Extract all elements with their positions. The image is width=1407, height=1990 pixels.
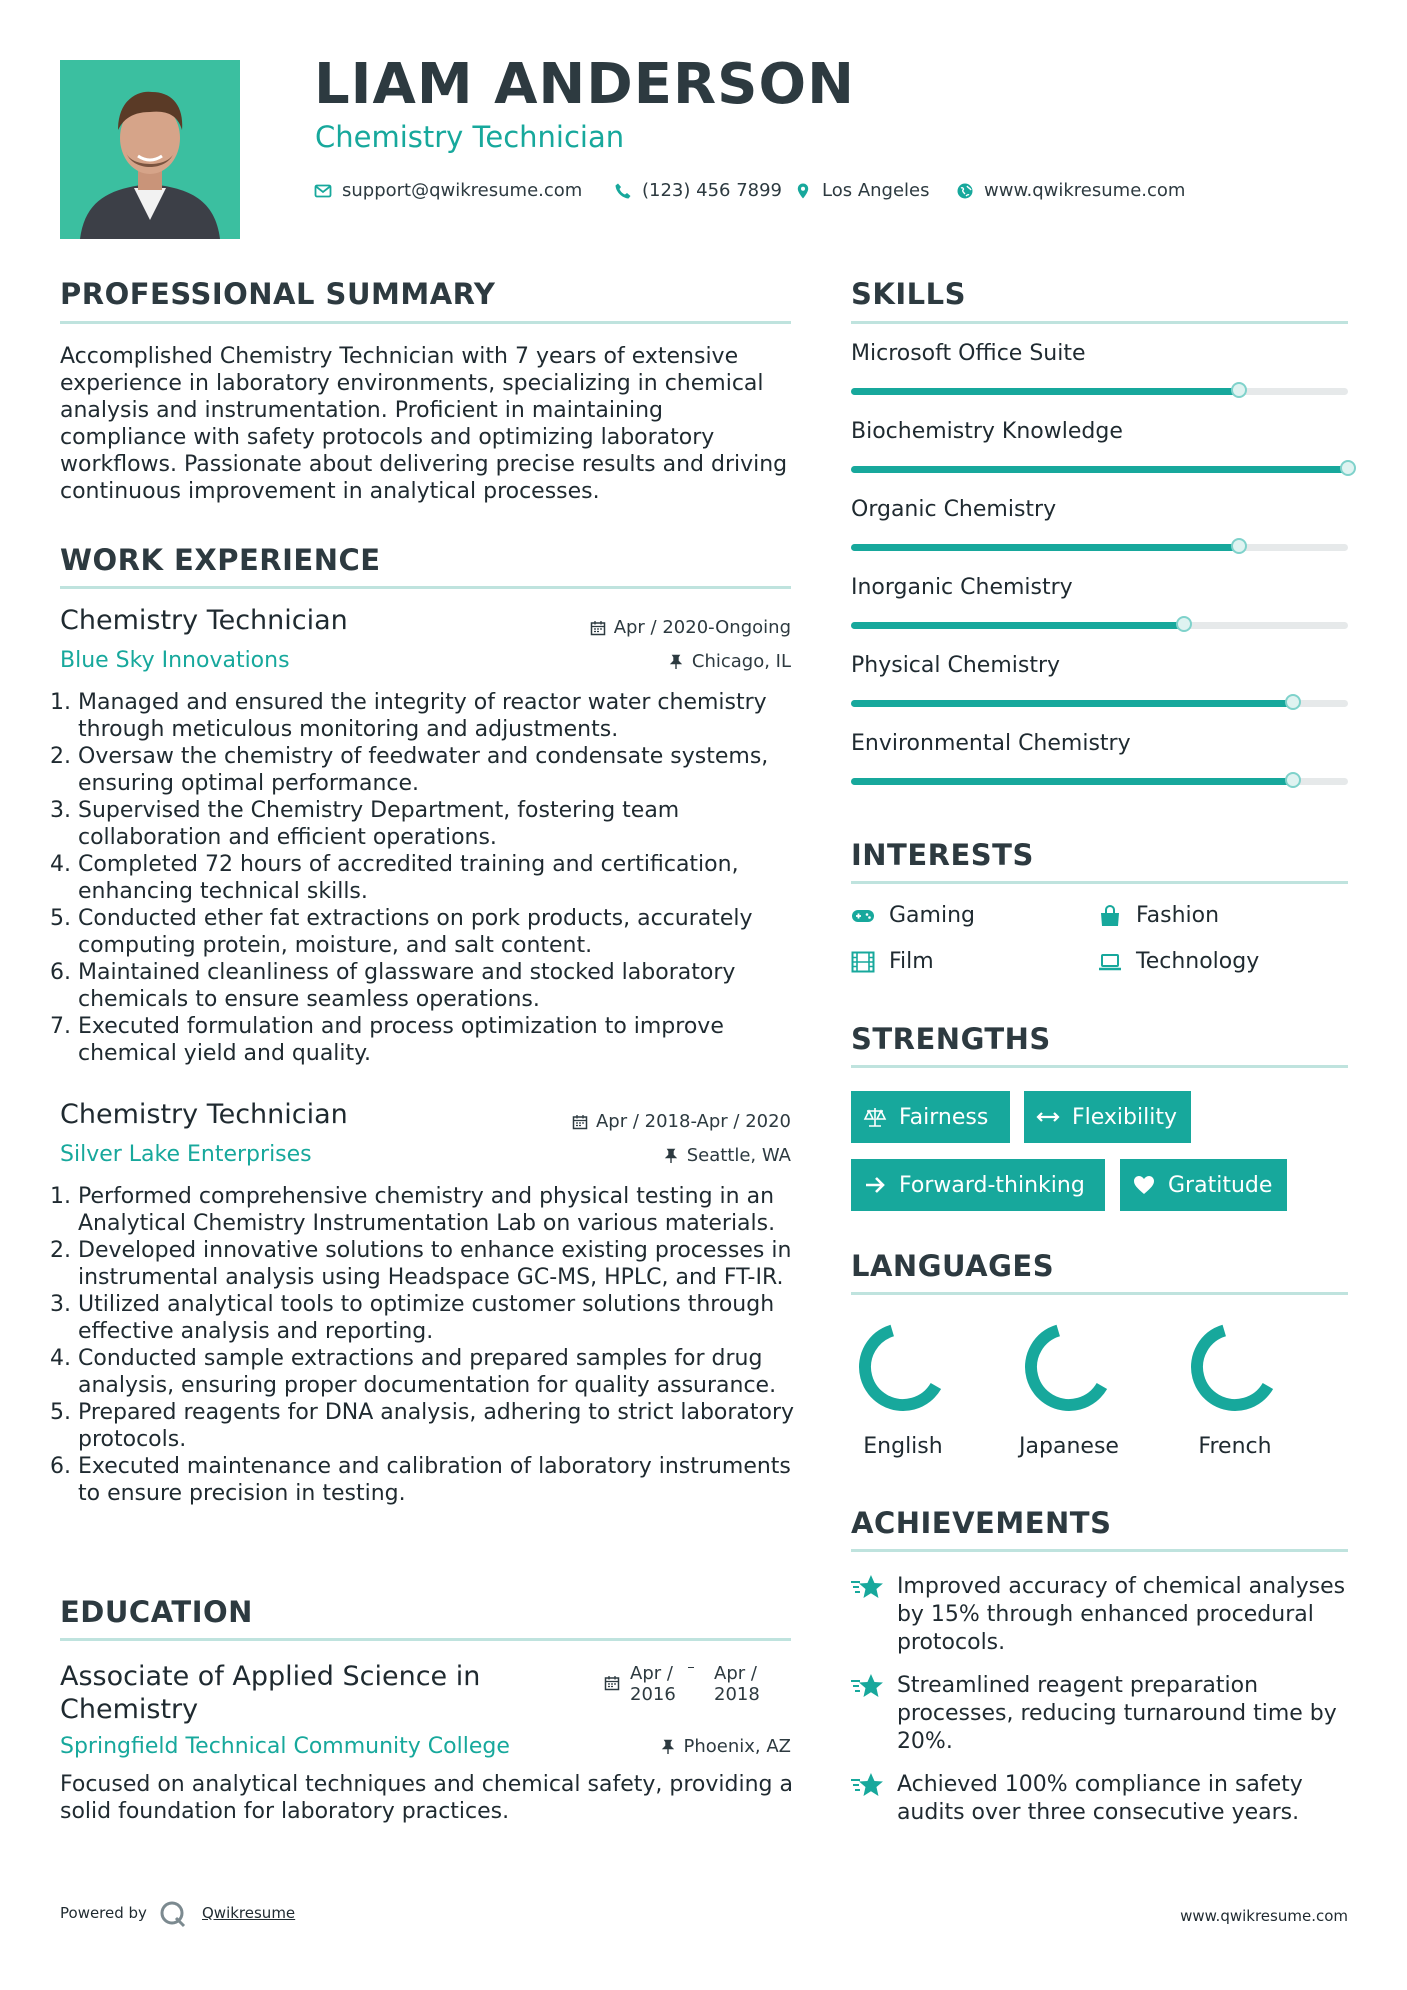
skill-name: Organic Chemistry [851, 497, 1057, 522]
candidate-role: Chemistry Technician [315, 120, 625, 154]
skill-level-knob [1176, 616, 1192, 632]
job-location: Seattle, WA [600, 1145, 791, 1166]
skill-bar [851, 778, 1348, 785]
pushpin-icon [663, 1148, 679, 1164]
profile-photo [60, 60, 240, 239]
gamepad-icon [851, 905, 875, 927]
company-name: Silver Lake Enterprises [60, 1142, 312, 1167]
star-icon [851, 1771, 885, 1799]
skill-level-knob [1231, 382, 1247, 398]
skill-level-knob [1285, 694, 1301, 710]
skill-bar-fill [851, 622, 1184, 629]
location-text: Los Angeles [822, 180, 930, 201]
skill-name: Inorganic Chemistry [851, 575, 1073, 600]
language-name: Japanese [1019, 1434, 1119, 1459]
interests-divider [851, 881, 1348, 884]
calendar-icon [604, 1675, 620, 1691]
phone-icon [614, 182, 632, 200]
skill-name: Environmental Chemistry [851, 731, 1131, 756]
experience-heading: WORK EXPERIENCE [60, 543, 381, 577]
arrows-horizontal-icon [1036, 1105, 1060, 1129]
interest-fashion: Fashion [1098, 903, 1219, 928]
film-icon [851, 951, 875, 973]
job-bullets [58, 1183, 796, 1507]
laptop-icon [1098, 951, 1122, 973]
list-item: 3. Utilized analytical tools to optimize customer solutions through effective analysis and reporting. [78, 1291, 796, 1345]
education-heading: EDUCATION [60, 1595, 253, 1629]
degree-title: Associate of Applied Science in Chemistry [60, 1661, 481, 1725]
list-item: 5. Conducted ether fat extractions on pork products, accurately computing protein, moisture, and salt content. [78, 905, 796, 959]
language-name: French [1198, 1434, 1272, 1459]
education-dates: Apr / 2016 Apr / 2018 [604, 1663, 791, 1707]
achievement-item: Improved accuracy of chemical analyses by 15% through enhanced procedural protocols. [851, 1573, 1351, 1657]
skill-bar-fill [851, 778, 1293, 785]
list-item: 7. Executed formulation and process optimization to improve chemical yield and quality. [78, 1013, 796, 1067]
interest-film: Film [851, 949, 934, 974]
language-level-arc [853, 1317, 953, 1417]
achievements-divider [851, 1549, 1348, 1552]
skill-level-knob [1231, 538, 1247, 554]
job-bullets [58, 689, 796, 1067]
skill-bar-fill [851, 700, 1293, 707]
list-item: 1. Managed and ensured the integrity of reactor water chemistry through meticulous monitoring and adjustments. [78, 689, 796, 743]
heart-icon [1132, 1173, 1156, 1197]
list-item: 6. Executed maintenance and calibration of laboratory instruments to ensure precision in testing. [78, 1453, 796, 1507]
phone-text: (123) 456 7899 [642, 180, 783, 201]
skill-name: Microsoft Office Suite [851, 341, 1086, 366]
skill-bar-fill [851, 388, 1239, 395]
map-marker-icon [794, 182, 812, 200]
skill-level-knob [1340, 460, 1356, 476]
language-level-arc [1185, 1317, 1285, 1417]
company-name: Blue Sky Innovations [60, 648, 290, 673]
job-dates: Apr / 2018-Apr / 2020 [560, 1111, 791, 1132]
balance-scale-icon [863, 1105, 887, 1129]
shopping-bag-icon [1098, 905, 1122, 927]
list-item: 5. Prepared reagents for DNA analysis, adhering to strict laboratory protocols. [78, 1399, 796, 1453]
contact-location [794, 180, 930, 201]
skill-bar [851, 388, 1348, 395]
pushpin-icon [660, 1739, 676, 1755]
skill-bar [851, 544, 1348, 551]
strength-forward-thinking: Forward-thinking [851, 1159, 1105, 1211]
school-name: Springfield Technical Community College [60, 1734, 510, 1759]
list-item: 2. Oversaw the chemistry of feedwater and condensate systems, ensuring optimal performance. [78, 743, 796, 797]
achievement-item: Streamlined reagent preparation processes, reducing turnaround time by 20%. [851, 1672, 1351, 1756]
strength-fairness: Fairness [851, 1091, 1010, 1143]
star-icon [851, 1573, 885, 1601]
skill-bar [851, 466, 1348, 473]
language-level-ring [1019, 1317, 1119, 1417]
powered-by-label: Powered by [60, 1904, 147, 1922]
summary-heading: PROFESSIONAL SUMMARY [60, 277, 496, 311]
skill-name: Physical Chemistry [851, 653, 1061, 678]
envelope-icon [314, 182, 332, 200]
strength-gratitude: Gratitude [1120, 1159, 1287, 1211]
date-separator [688, 1667, 694, 1668]
summary-text: Accomplished Chemistry Technician with 7 years of extensive experience in laboratory environments, specializing in chemical analysis and instrumentation. Proficient in maintaining compliance with safety protocols and optimizing laboratory workflows. Passionate about delivering precise results and driving continuous improvement in analytical processes. [60, 344, 788, 504]
skill-name: Biochemistry Knowledge [851, 419, 1123, 444]
job-dates: Apr / 2020-Ongoing [585, 617, 791, 638]
achievement-item: Achieved 100% compliance in safety audits over three consecutive years. [851, 1771, 1351, 1827]
languages-divider [851, 1292, 1348, 1295]
interest-gaming: Gaming [851, 903, 975, 928]
skill-bar [851, 700, 1348, 707]
interests-heading: INTERESTS [851, 838, 1034, 872]
skills-divider [851, 321, 1348, 324]
language-level-ring [1185, 1317, 1285, 1417]
education-text: Focused on analytical techniques and chemical safety, providing a solid foundation for laboratory practices. [60, 1772, 793, 1824]
arrow-right-icon [863, 1173, 887, 1197]
globe-icon [956, 182, 974, 200]
website-text: www.qwikresume.com [984, 180, 1186, 201]
strength-flexibility: Flexibility [1024, 1091, 1191, 1143]
contact-website[interactable] [956, 180, 1185, 201]
job-title: Chemistry Technician [60, 1099, 348, 1130]
pushpin-icon [668, 654, 684, 670]
experience-divider [60, 586, 791, 589]
qwikresume-link[interactable]: Qwikresume [202, 1904, 296, 1922]
skill-bar [851, 622, 1348, 629]
contact-email[interactable] [314, 180, 582, 201]
skill-level-knob [1285, 772, 1301, 788]
list-item: 2. Developed innovative solutions to enhance existing processes in instrumental analysis using Headspace GC-MS, HPLC, and FT-IR. [78, 1237, 796, 1291]
list-item: 1. Performed comprehensive chemistry and physical testing in an Analytical Chemistry Instrumentation Lab on various materials. [78, 1183, 796, 1237]
language-name: English [863, 1434, 943, 1459]
job-location: Chicago, IL [600, 651, 791, 672]
strengths-heading: STRENGTHS [851, 1022, 1051, 1056]
list-item: 3. Supervised the Chemistry Department, fostering team collaboration and efficient operations. [78, 797, 796, 851]
email-text: support@qwikresume.com [342, 180, 583, 201]
contact-phone[interactable] [614, 180, 782, 201]
calendar-icon [572, 1114, 588, 1130]
list-item: 4. Completed 72 hours of accredited training and certification, enhancing technical skills. [78, 851, 796, 905]
list-item: 6. Maintained cleanliness of glassware and stocked laboratory chemicals to ensure seamless operations. [78, 959, 796, 1013]
footer-website-link[interactable]: www.qwikresume.com [1180, 1907, 1348, 1925]
strengths-divider [851, 1065, 1348, 1068]
list-item: 4. Conducted sample extractions and prepared samples for drug analysis, ensuring proper documentation for quality assurance. [78, 1345, 796, 1399]
candidate-name: LIAM ANDERSON [314, 52, 855, 117]
interest-technology: Technology [1098, 949, 1259, 974]
summary-divider [60, 321, 791, 324]
qwikresume-logo-icon [158, 1900, 188, 1928]
education-location: Phoenix, AZ [600, 1736, 791, 1757]
achievements-heading: ACHIEVEMENTS [851, 1506, 1112, 1540]
star-icon [851, 1672, 885, 1700]
language-level-arc [1019, 1317, 1119, 1417]
skill-bar-fill [851, 466, 1348, 473]
education-divider [60, 1638, 791, 1641]
calendar-icon [590, 620, 606, 636]
language-level-ring [853, 1317, 953, 1417]
languages-heading: LANGUAGES [851, 1249, 1055, 1283]
skills-heading: SKILLS [851, 277, 966, 311]
job-title: Chemistry Technician [60, 605, 348, 636]
skill-bar-fill [851, 544, 1239, 551]
